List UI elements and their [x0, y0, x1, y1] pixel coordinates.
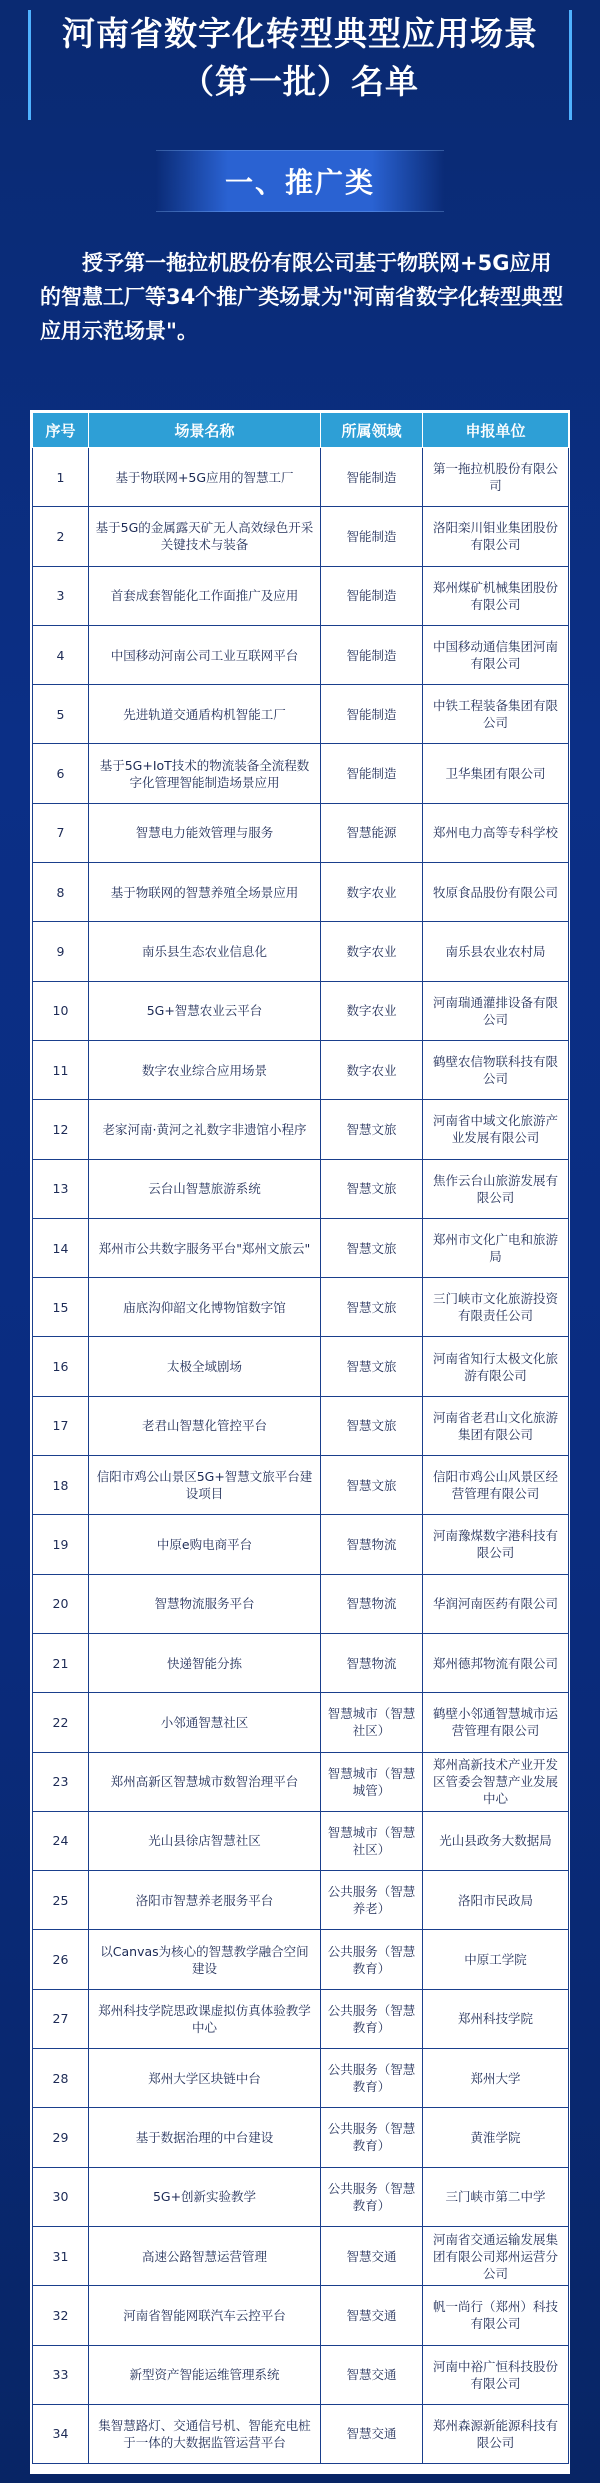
cell-applicant: 郑州高新技术产业开发区管委会智慧产业发展中心 [423, 1752, 569, 1811]
cell-domain: 公共服务（智慧教育） [321, 2049, 423, 2108]
table-row [33, 566, 569, 625]
table-row [33, 1515, 569, 1574]
cell-index: 33 [33, 2345, 89, 2404]
cell-scenario: 高速公路智慧运营管理 [89, 2226, 321, 2285]
cell-scenario: 基于物联网+5G应用的智慧工厂 [89, 448, 321, 507]
cell-domain: 数字农业 [321, 981, 423, 1040]
cell-applicant: 河南省中域文化旅游产业发展有限公司 [423, 1100, 569, 1159]
cell-scenario: 数字农业综合应用场景 [89, 1040, 321, 1099]
cell-applicant: 信阳市鸡公山风景区经营管理有限公司 [423, 1456, 569, 1515]
cell-scenario: 基于5G的金属露天矿无人高效绿色开采关键技术与装备 [89, 507, 321, 566]
cell-index: 6 [33, 744, 89, 803]
table-row [33, 1871, 569, 1930]
cell-scenario: 郑州市公共数字服务平台"郑州文旅云" [89, 1218, 321, 1277]
cell-scenario: 洛阳市智慧养老服务平台 [89, 1871, 321, 1930]
table-row [33, 2286, 569, 2345]
cell-index: 18 [33, 1456, 89, 1515]
cell-index: 23 [33, 1752, 89, 1811]
cell-index: 31 [33, 2226, 89, 2285]
table-row [33, 625, 569, 684]
intro-paragraph: 授予第一拖拉机股份有限公司基于物联网+5G应用的智慧工厂等34个推广类场景为"河南省数字化转型典型应用示范场景"。 [40, 251, 564, 343]
cell-index: 32 [33, 2286, 89, 2345]
cell-scenario: 云台山智慧旅游系统 [89, 1159, 321, 1218]
cell-applicant: 中原工学院 [423, 1930, 569, 1989]
cell-applicant: 郑州科技学院 [423, 1989, 569, 2048]
cell-scenario: 郑州高新区智慧城市数智治理平台 [89, 1752, 321, 1811]
table-row [33, 1396, 569, 1455]
cell-applicant: 中铁工程装备集团有限公司 [423, 685, 569, 744]
cell-index: 2 [33, 507, 89, 566]
cell-index: 24 [33, 1811, 89, 1870]
cell-domain: 智慧物流 [321, 1574, 423, 1633]
page-title: 河南省数字化转型典型应用场景 [62, 14, 538, 53]
cell-scenario: 快递智能分拣 [89, 1633, 321, 1692]
cell-applicant: 第一拖拉机股份有限公司 [423, 448, 569, 507]
table-row [33, 1159, 569, 1218]
table-row [33, 2226, 569, 2285]
table-row [33, 2345, 569, 2404]
cell-domain: 智慧文旅 [321, 1337, 423, 1396]
cell-applicant: 洛阳市民政局 [423, 1871, 569, 1930]
cell-domain: 公共服务（智慧教育） [321, 1930, 423, 1989]
table-row [33, 1574, 569, 1633]
table-row [33, 448, 569, 507]
cell-scenario: 新型资产智能运维管理系统 [89, 2345, 321, 2404]
cell-domain: 智慧物流 [321, 1515, 423, 1574]
table-row [33, 863, 569, 922]
cell-index: 15 [33, 1278, 89, 1337]
table-row [33, 981, 569, 1040]
table-row [33, 1752, 569, 1811]
table-row [33, 1989, 569, 2048]
cell-index: 12 [33, 1100, 89, 1159]
cell-index: 16 [33, 1337, 89, 1396]
cell-domain: 智慧交通 [321, 2226, 423, 2285]
cell-applicant: 光山县政务大数据局 [423, 1811, 569, 1870]
cell-applicant: 河南省交通运输发展集团有限公司郑州运营分公司 [423, 2226, 569, 2285]
cell-domain: 智慧文旅 [321, 1100, 423, 1159]
cell-applicant: 郑州市文化广电和旅游局 [423, 1218, 569, 1277]
cell-index: 11 [33, 1040, 89, 1099]
cell-domain: 数字农业 [321, 863, 423, 922]
cell-applicant: 牧原食品股份有限公司 [423, 863, 569, 922]
table-row [33, 2108, 569, 2167]
cell-index: 21 [33, 1633, 89, 1692]
cell-applicant: 黄淮学院 [423, 2108, 569, 2167]
cell-scenario: 智慧物流服务平台 [89, 1574, 321, 1633]
column-header-scenario: 场景名称 [89, 413, 321, 448]
cell-domain: 智慧文旅 [321, 1456, 423, 1515]
cell-domain: 智能制造 [321, 685, 423, 744]
table-row [33, 1278, 569, 1337]
table-body [33, 448, 569, 2464]
cell-index: 28 [33, 2049, 89, 2108]
table-row [33, 1337, 569, 1396]
cell-scenario: 郑州科技学院思政课虚拟仿真体验教学中心 [89, 1989, 321, 2048]
cell-index: 1 [33, 448, 89, 507]
cell-domain: 公共服务（智慧养老） [321, 1871, 423, 1930]
cell-scenario: 南乐县生态农业信息化 [89, 922, 321, 981]
cell-scenario: 小邻通智慧社区 [89, 1693, 321, 1752]
cell-domain: 智慧物流 [321, 1633, 423, 1692]
cell-applicant: 郑州森源新能源科技有限公司 [423, 2404, 569, 2463]
table-row [33, 507, 569, 566]
cell-applicant: 洛阳栾川钼业集团股份有限公司 [423, 507, 569, 566]
cell-domain: 智慧文旅 [321, 1396, 423, 1455]
cell-domain: 智慧交通 [321, 2345, 423, 2404]
cell-domain: 公共服务（智慧教育） [321, 2108, 423, 2167]
cell-index: 20 [33, 1574, 89, 1633]
cell-applicant: 河南中裕广恒科技股份有限公司 [423, 2345, 569, 2404]
cell-applicant: 三门峡市文化旅游投资有限责任公司 [423, 1278, 569, 1337]
cell-domain: 公共服务（智慧教育） [321, 1989, 423, 2048]
cell-scenario: 郑州大学区块链中台 [89, 2049, 321, 2108]
cell-scenario: 中原e购电商平台 [89, 1515, 321, 1574]
cell-index: 29 [33, 2108, 89, 2167]
cell-domain: 智慧交通 [321, 2404, 423, 2463]
table-row [33, 685, 569, 744]
cell-index: 27 [33, 1989, 89, 2048]
cell-index: 17 [33, 1396, 89, 1455]
cell-domain: 智慧交通 [321, 2286, 423, 2345]
cell-scenario: 首套成套智能化工作面推广及应用 [89, 566, 321, 625]
cell-applicant: 鹤壁农信物联科技有限公司 [423, 1040, 569, 1099]
cell-index: 25 [33, 1871, 89, 1930]
cell-index: 8 [33, 863, 89, 922]
cell-scenario: 庙底沟仰韶文化博物馆数字馆 [89, 1278, 321, 1337]
cell-scenario: 基于5G+IoT技术的物流装备全流程数字化管理智能制造场景应用 [89, 744, 321, 803]
cell-scenario: 5G+智慧农业云平台 [89, 981, 321, 1040]
cell-index: 3 [33, 566, 89, 625]
cell-domain: 智慧城市（智慧社区） [321, 1811, 423, 1870]
cell-applicant: 郑州煤矿机械集团股份有限公司 [423, 566, 569, 625]
cell-scenario: 中国移动河南公司工业互联网平台 [89, 625, 321, 684]
table-row [33, 922, 569, 981]
cell-index: 10 [33, 981, 89, 1040]
cell-applicant: 华润河南医药有限公司 [423, 1574, 569, 1633]
cell-applicant: 河南省老君山文化旅游集团有限公司 [423, 1396, 569, 1455]
cell-domain: 智能制造 [321, 744, 423, 803]
cell-domain: 智能制造 [321, 566, 423, 625]
cell-applicant: 帆一尚行（郑州）科技有限公司 [423, 2286, 569, 2345]
cell-scenario: 河南省智能网联汽车云控平台 [89, 2286, 321, 2345]
table-header-row [33, 413, 569, 448]
cell-domain: 智慧城市（智慧社区） [321, 1693, 423, 1752]
cell-domain: 智能制造 [321, 507, 423, 566]
table-row [33, 1930, 569, 1989]
cell-applicant: 三门峡市第二中学 [423, 2167, 569, 2226]
cell-scenario: 5G+创新实验教学 [89, 2167, 321, 2226]
cell-scenario: 太极全域剧场 [89, 1337, 321, 1396]
column-header-index: 序号 [33, 413, 89, 448]
table-row [33, 2167, 569, 2226]
page-subtitle: （第一批）名单 [181, 62, 419, 101]
cell-domain: 数字农业 [321, 1040, 423, 1099]
table-row [33, 1693, 569, 1752]
cell-domain: 公共服务（智慧教育） [321, 2167, 423, 2226]
cell-applicant: 鹤壁小邻通智慧城市运营管理有限公司 [423, 1693, 569, 1752]
cell-scenario: 光山县徐店智慧社区 [89, 1811, 321, 1870]
column-header-domain: 所属领域 [321, 413, 423, 448]
cell-index: 5 [33, 685, 89, 744]
cell-domain: 智慧文旅 [321, 1218, 423, 1277]
cell-domain: 智慧能源 [321, 803, 423, 862]
cell-index: 26 [33, 1930, 89, 1989]
cell-domain: 智能制造 [321, 625, 423, 684]
cell-index: 9 [33, 922, 89, 981]
table-row [33, 1633, 569, 1692]
table-row [33, 744, 569, 803]
table-row [33, 1100, 569, 1159]
cell-applicant: 郑州德邦物流有限公司 [423, 1633, 569, 1692]
cell-index: 7 [33, 803, 89, 862]
cell-index: 34 [33, 2404, 89, 2463]
title-block [28, 10, 572, 120]
scenario-table [32, 412, 569, 2464]
cell-scenario: 老家河南·黄河之礼数字非遗馆小程序 [89, 1100, 321, 1159]
cell-scenario: 基于数据治理的中台建设 [89, 2108, 321, 2167]
cell-applicant: 河南瑞通灌排设备有限公司 [423, 981, 569, 1040]
cell-domain: 智慧城市（智慧城管） [321, 1752, 423, 1811]
table-row [33, 2049, 569, 2108]
cell-applicant: 河南省知行太极文化旅游有限公司 [423, 1337, 569, 1396]
cell-applicant: 焦作云台山旅游发展有限公司 [423, 1159, 569, 1218]
cell-domain: 智能制造 [321, 448, 423, 507]
cell-applicant: 郑州大学 [423, 2049, 569, 2108]
cell-index: 19 [33, 1515, 89, 1574]
cell-scenario: 基于物联网的智慧养殖全场景应用 [89, 863, 321, 922]
cell-index: 14 [33, 1218, 89, 1277]
cell-applicant: 卫华集团有限公司 [423, 744, 569, 803]
section-heading: 一、推广类 [156, 150, 444, 212]
column-header-applicant: 申报单位 [423, 413, 569, 448]
table-row [33, 1456, 569, 1515]
cell-scenario: 智慧电力能效管理与服务 [89, 803, 321, 862]
table-container [30, 410, 570, 2474]
cell-domain: 智慧文旅 [321, 1278, 423, 1337]
cell-scenario: 信阳市鸡公山景区5G+智慧文旅平台建设项目 [89, 1456, 321, 1515]
cell-scenario: 以Canvas为核心的智慧教学融合空间建设 [89, 1930, 321, 1989]
cell-index: 22 [33, 1693, 89, 1752]
table-row [33, 1040, 569, 1099]
cell-applicant: 中国移动通信集团河南有限公司 [423, 625, 569, 684]
cell-scenario: 集智慧路灯、交通信号机、智能充电桩于一体的大数据监管运营平台 [89, 2404, 321, 2463]
cell-applicant: 郑州电力高等专科学校 [423, 803, 569, 862]
cell-index: 4 [33, 625, 89, 684]
table-row [33, 1218, 569, 1277]
cell-applicant: 南乐县农业农村局 [423, 922, 569, 981]
cell-index: 13 [33, 1159, 89, 1218]
cell-scenario: 老君山智慧化管控平台 [89, 1396, 321, 1455]
table-row [33, 2404, 569, 2463]
table-row [33, 803, 569, 862]
cell-domain: 数字农业 [321, 922, 423, 981]
cell-scenario: 先进轨道交通盾构机智能工厂 [89, 685, 321, 744]
cell-applicant: 河南豫煤数字港科技有限公司 [423, 1515, 569, 1574]
cell-domain: 智慧文旅 [321, 1159, 423, 1218]
cell-index: 30 [33, 2167, 89, 2226]
table-row [33, 1811, 569, 1870]
